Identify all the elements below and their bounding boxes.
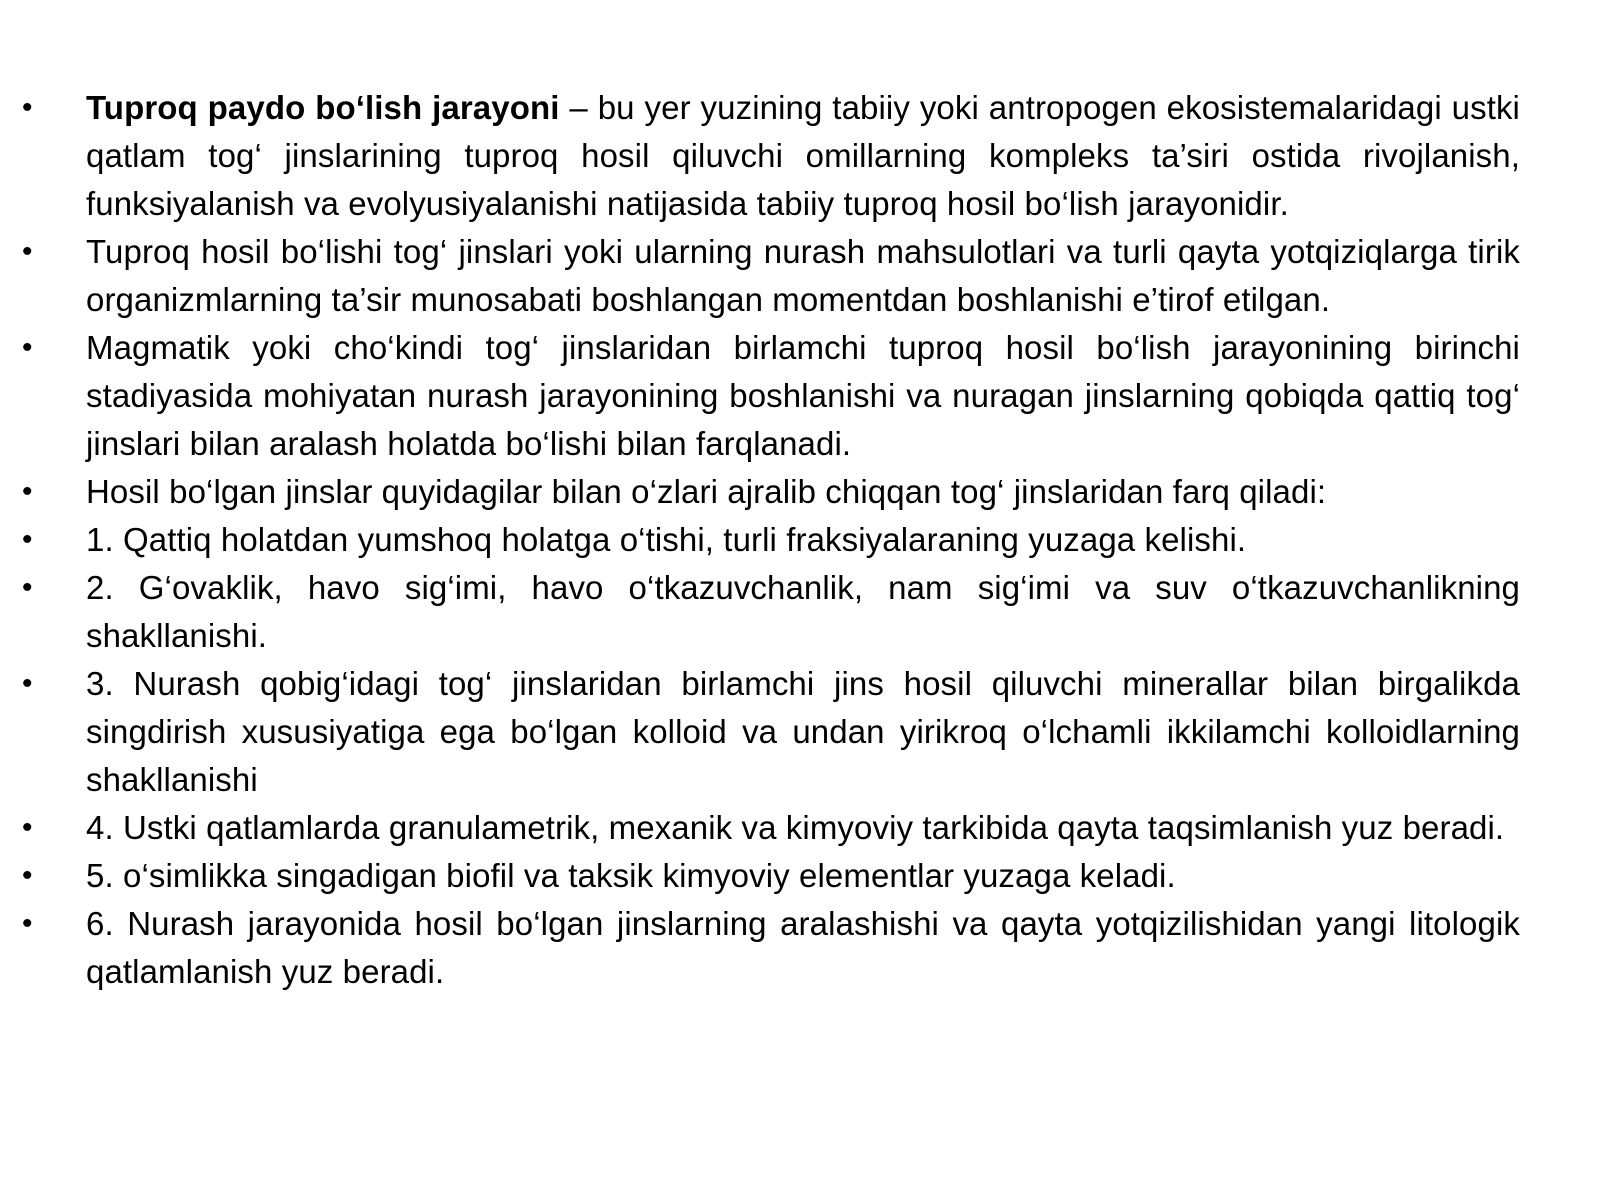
list-item — [20, 660, 1520, 804]
list-item-text: Magmatik yoki cho‘kindi tog‘ jinslaridan birlamchi tuproq hosil bo‘lish jarayonining birinchi stadiyasida mohiyatan nurash jarayonining boshlanishi va nuragan jinslarning qobiqda qattiq tog‘ jinslari bilan aralash holatda bo‘lishi bilan farqlanadi. — [86, 329, 1520, 462]
list-item-text: Tuproq hosil bo‘lishi tog‘ jinslari yoki ularning nurash mahsulotlari va turli qayta yotqiziqlarga tirik organizmlarning ta’sir munosabati boshlangan momentdan boshlanishi e’tirof etilgan. — [86, 233, 1520, 318]
bullet-icon: • — [22, 811, 33, 844]
bullet-icon: • — [22, 523, 33, 556]
bullet-icon: • — [22, 667, 33, 700]
bullet-icon: • — [22, 475, 33, 508]
bullet-icon: • — [22, 571, 33, 604]
list-item — [20, 804, 1520, 852]
list-item — [20, 516, 1520, 564]
list-item — [20, 324, 1520, 468]
bullet-icon: • — [22, 91, 33, 124]
list-item-text: 6. Nurash jarayonida hosil bo‘lgan jinslarning aralashishi va qayta yotqizilishidan yangi litologik qatlamlanish yuz beradi. — [86, 905, 1520, 990]
list-item — [20, 852, 1520, 900]
bullet-icon: • — [22, 859, 33, 892]
definition-term: Tuproq paydo bo‘lish jarayoni — [86, 89, 560, 126]
list-item — [20, 564, 1520, 660]
bullet-icon: • — [22, 331, 33, 364]
bullet-list — [20, 84, 1520, 996]
list-item-text — [86, 84, 1520, 228]
list-item — [20, 900, 1520, 996]
list-item-text: Hosil bo‘lgan jinslar quyidagilar bilan o‘zlari ajralib chiqqan tog‘ jinslaridan farq qiladi: — [86, 473, 1327, 510]
definition-text: – bu yer yuzining tabiiy yoki antropogen ekosistemalaridagi ustki qatlam tog‘ jinslarining tuproq hosil qiluvchi omillarning kompleks ta’siri ostida rivojlanish, funksiyalanish va evolyusiyalanishi natijasida tabiiy tuproq hosil bo‘lish jarayonidir. — [86, 89, 1520, 222]
list-item — [20, 84, 1520, 228]
bullet-icon: • — [22, 235, 33, 268]
list-item-text: 2. G‘ovaklik, havo sig‘imi, havo o‘tkazuvchanlik, nam sig‘imi va suv o‘tkazuvchanlikning shakllanishi. — [86, 569, 1520, 654]
list-item-text: 5. o‘simlikka singadigan biofil va taksik kimyoviy elementlar yuzaga keladi. — [86, 857, 1176, 894]
list-item — [20, 228, 1520, 324]
bullet-icon: • — [22, 907, 33, 940]
list-item-text: 1. Qattiq holatdan yumshoq holatga o‘tishi, turli fraksiyalaraning yuzaga kelishi. — [86, 521, 1247, 558]
list-item-text: 4. Ustki qatlamlarda granulametrik, mexanik va kimyoviy tarkibida qayta taqsimlanish yuz beradi. — [86, 809, 1505, 846]
list-item-text: 3. Nurash qobig‘idagi tog‘ jinslaridan birlamchi jins hosil qiluvchi minerallar bilan birgalikda singdirish xususiyatiga ega bo‘lgan kolloid va undan yirikroq o‘lchamli ikkilamchi kolloidlarning shakllanishi — [86, 665, 1520, 798]
list-item — [20, 468, 1520, 516]
